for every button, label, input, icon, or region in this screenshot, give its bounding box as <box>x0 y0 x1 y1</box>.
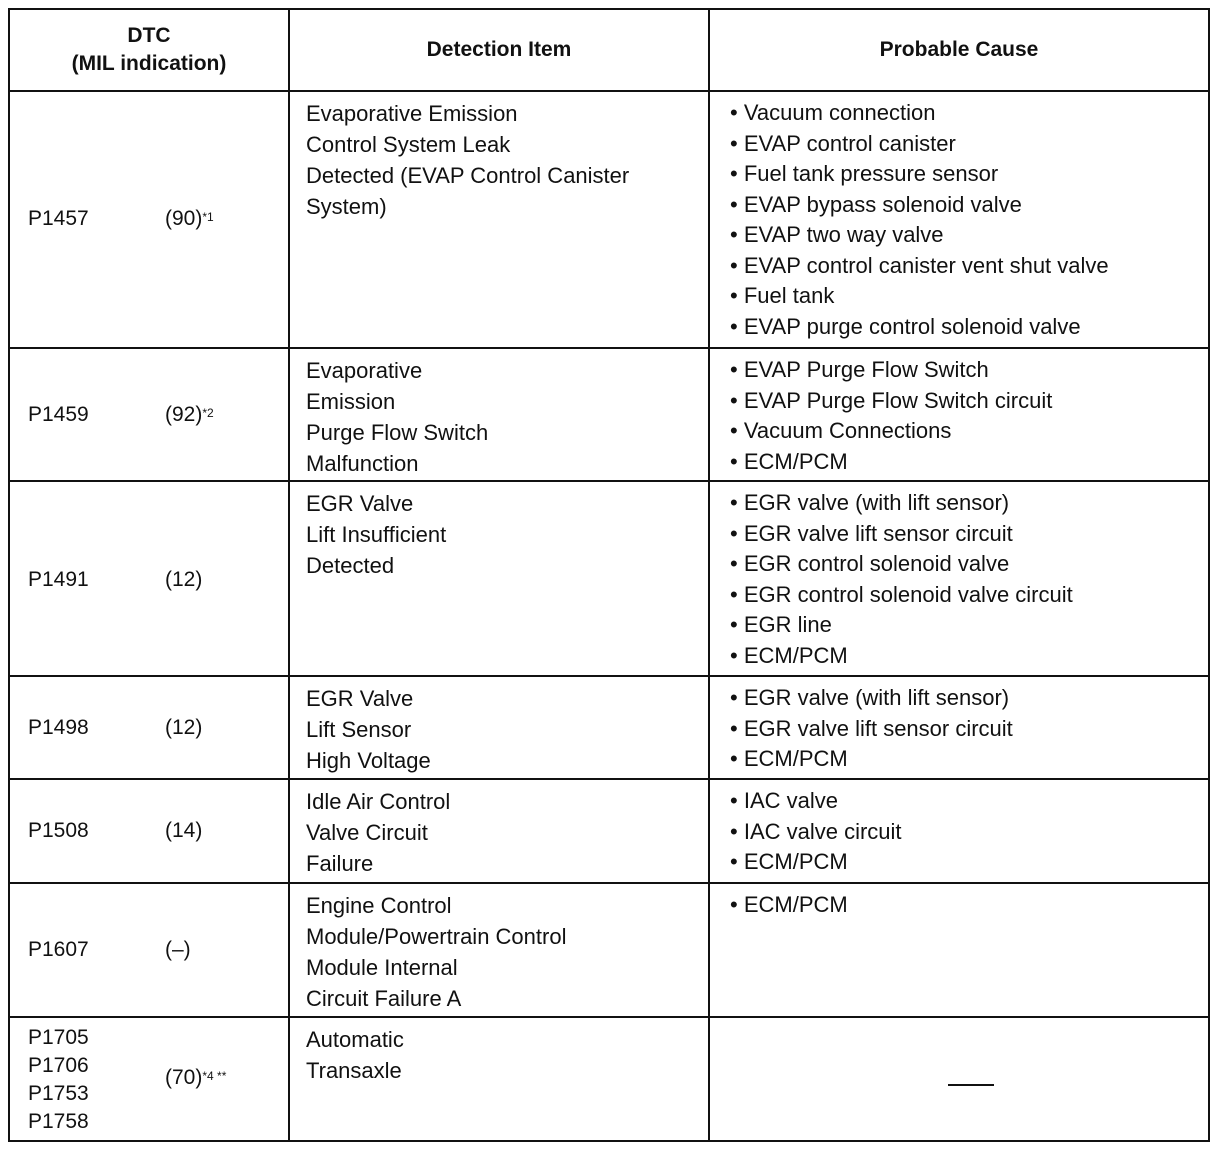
table-row <box>9 348 1209 481</box>
table-row <box>9 1017 1209 1141</box>
cause-item: • EGR valve (with lift sensor) <box>730 683 1200 714</box>
cause-item: • Vacuum Connections <box>730 416 1200 447</box>
mil-value: (12) <box>165 716 203 739</box>
dtc-code: P1607 <box>28 938 89 961</box>
mil-indication <box>165 936 191 964</box>
dtc-code-list <box>28 817 89 845</box>
mil-value: (92) <box>165 403 203 426</box>
detection-item-cell <box>289 779 709 883</box>
mil-indication <box>165 714 202 742</box>
detection-line: Control System Leak <box>306 132 511 157</box>
dtc-table <box>8 8 1210 1142</box>
detection-line: Module/Powertrain Control <box>306 924 567 949</box>
dtc-cell <box>9 676 289 779</box>
cause-item: • EVAP control canister <box>730 129 1200 160</box>
detection-header: Detection Item <box>289 9 709 91</box>
detection-line: System) <box>306 194 387 219</box>
cause-item: • EGR valve lift sensor circuit <box>730 714 1200 745</box>
cause-item: • EVAP purge control solenoid valve <box>730 312 1200 343</box>
cause-item: • EVAP two way valve <box>730 220 1200 251</box>
detection-item-cell <box>289 676 709 779</box>
probable-cause-cell <box>709 91 1209 348</box>
dtc-cell <box>9 91 289 348</box>
cause-item: • IAC valve circuit <box>730 817 1200 848</box>
dtc-code-list <box>28 714 89 742</box>
detection-line: Circuit Failure A <box>306 986 462 1011</box>
dtc-code: P1491 <box>28 568 89 591</box>
dtc-code-list <box>28 401 89 429</box>
cause-item: • EGR control solenoid valve <box>730 549 1200 580</box>
mil-footnote: *1 <box>202 210 214 224</box>
detection-line: EGR Valve <box>306 491 414 516</box>
dtc-header-subtitle: (MIL indication) <box>71 52 227 75</box>
cause-item: • EGR valve (with lift sensor) <box>730 488 1200 519</box>
table-row <box>9 91 1209 348</box>
dtc-header-title: DTC <box>127 24 171 47</box>
cause-item: • ECM/PCM <box>730 847 1200 878</box>
cause-item: • ECM/PCM <box>730 447 1200 478</box>
detection-item-cell <box>289 481 709 676</box>
cause-item: • EVAP Purge Flow Switch <box>730 355 1200 386</box>
cause-item: • ECM/PCM <box>730 890 1200 921</box>
detection-line: Automatic <box>306 1027 404 1052</box>
mil-value: (90) <box>165 207 203 230</box>
table-row <box>9 481 1209 676</box>
detection-line: Purge Flow Switch <box>306 420 489 445</box>
probable-cause-cell <box>709 348 1209 481</box>
mil-value: (–) <box>165 938 191 961</box>
probable-cause-cell <box>709 883 1209 1017</box>
detection-item-cell <box>289 883 709 1017</box>
detection-item-cell <box>289 1017 709 1141</box>
mil-indication <box>165 205 214 233</box>
dtc-code-list <box>28 566 89 594</box>
detection-line: High Voltage <box>306 748 431 773</box>
detection-line: EGR Valve <box>306 686 414 711</box>
dtc-cell <box>9 883 289 1017</box>
dtc-code-list <box>28 1024 89 1136</box>
dtc-code: P1705 <box>28 1026 89 1049</box>
detection-line: Emission <box>306 389 396 414</box>
mil-indication <box>165 401 214 429</box>
dtc-code: P1706 <box>28 1054 89 1077</box>
mil-indication <box>165 566 202 594</box>
dtc-code: P1498 <box>28 716 89 739</box>
no-cause-dash <box>948 1084 994 1086</box>
detection-line: Lift Insufficient <box>306 522 447 547</box>
dtc-code: P1457 <box>28 207 89 230</box>
cause-item: • EGR valve lift sensor circuit <box>730 519 1200 550</box>
cause-item: • ECM/PCM <box>730 641 1200 672</box>
probable-cause-cell <box>709 1017 1209 1141</box>
cause-item: • Fuel tank <box>730 281 1200 312</box>
probable-cause-cell <box>709 481 1209 676</box>
cause-item: • EVAP Purge Flow Switch circuit <box>730 386 1200 417</box>
probable-cause-cell <box>709 676 1209 779</box>
detection-line: Failure <box>306 851 374 876</box>
table-row <box>9 779 1209 883</box>
dtc-code-list <box>28 936 89 964</box>
dtc-cell <box>9 1017 289 1141</box>
detection-line: Valve Circuit <box>306 820 428 845</box>
dtc-code: P1753 <box>28 1082 89 1105</box>
dtc-cell <box>9 779 289 883</box>
cause-item: • Fuel tank pressure sensor <box>730 159 1200 190</box>
cause-item: • ECM/PCM <box>730 744 1200 775</box>
detection-line: Engine Control <box>306 893 452 918</box>
mil-value: (70) <box>165 1066 203 1089</box>
dtc-code-list <box>28 205 89 233</box>
detection-line: Detected <box>306 553 395 578</box>
cause-header: Probable Cause <box>709 9 1209 91</box>
detection-line: Lift Sensor <box>306 717 412 742</box>
detection-line: Transaxle <box>306 1058 402 1083</box>
mil-value: (12) <box>165 568 203 591</box>
cause-item: • IAC valve <box>730 786 1200 817</box>
detection-line: Idle Air Control <box>306 789 451 814</box>
mil-indication <box>165 1064 226 1092</box>
dtc-header <box>9 9 289 91</box>
table-row <box>9 883 1209 1017</box>
dtc-code: P1508 <box>28 819 89 842</box>
detection-line: Evaporative <box>306 358 423 383</box>
detection-item-cell <box>289 348 709 481</box>
detection-line: Module Internal <box>306 955 458 980</box>
cause-item: • EGR line <box>730 610 1200 641</box>
mil-footnote: *4 ** <box>202 1069 227 1083</box>
dtc-cell <box>9 481 289 676</box>
detection-item-cell <box>289 91 709 348</box>
mil-footnote: *2 <box>202 406 214 420</box>
header-row <box>9 9 1209 91</box>
cause-item: • EVAP control canister vent shut valve <box>730 251 1200 282</box>
mil-value: (14) <box>165 819 203 842</box>
detection-line: Detected (EVAP Control Canister <box>306 163 630 188</box>
detection-line: Malfunction <box>306 451 419 476</box>
cause-item: • Vacuum connection <box>730 98 1200 129</box>
cause-item: • EVAP bypass solenoid valve <box>730 190 1200 221</box>
dtc-code: P1459 <box>28 403 89 426</box>
table-row <box>9 676 1209 779</box>
detection-line: Evaporative Emission <box>306 101 518 126</box>
mil-indication <box>165 817 202 845</box>
cause-item: • EGR control solenoid valve circuit <box>730 580 1200 611</box>
probable-cause-cell <box>709 779 1209 883</box>
dtc-code: P1758 <box>28 1110 89 1133</box>
dtc-cell <box>9 348 289 481</box>
